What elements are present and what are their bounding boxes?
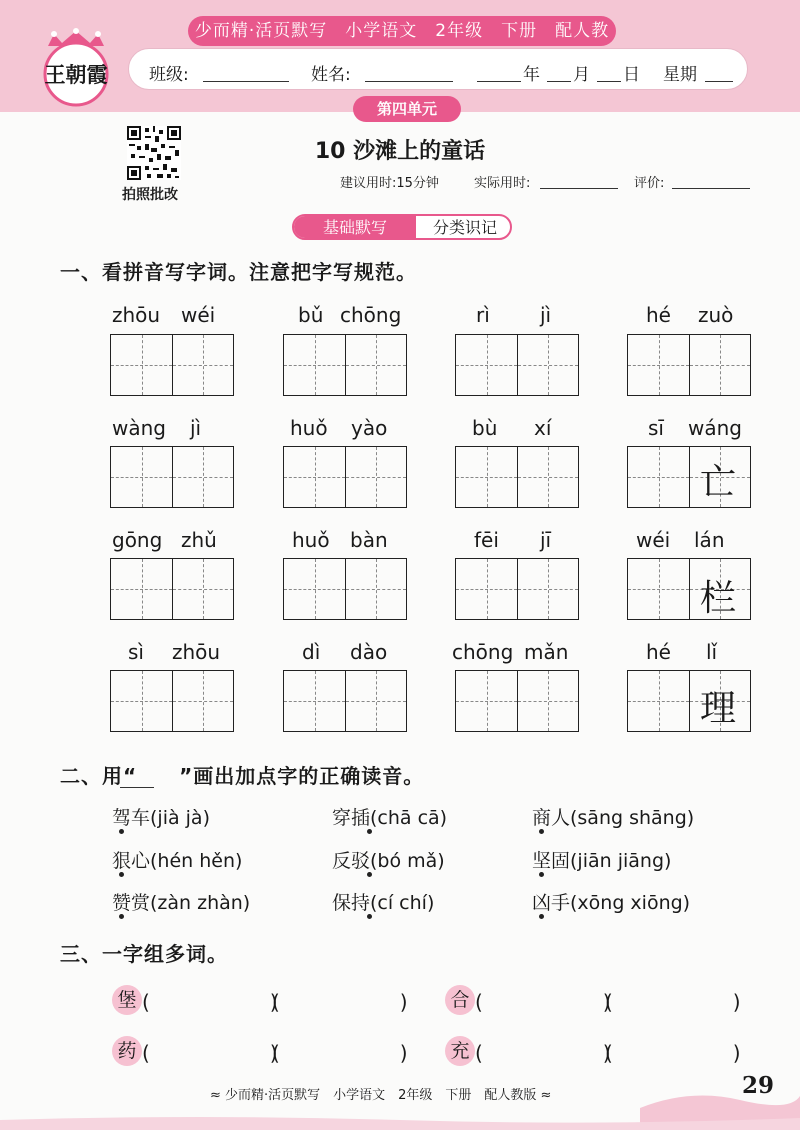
emphasis-dot <box>367 829 372 834</box>
year-blank <box>477 81 521 82</box>
reading-option[interactable]: 赞赏(zàn zhàn) <box>112 892 251 914</box>
pinyin-syllable: rì <box>476 303 490 327</box>
pinyin-syllable: huǒ <box>292 528 330 552</box>
answer-paren[interactable]: ( ) <box>272 990 408 1014</box>
emphasis-dot <box>539 914 544 919</box>
group-char: 充 <box>445 1036 475 1066</box>
week-label: 星期 <box>663 65 697 85</box>
unit-tab: 第四单元 <box>353 96 461 122</box>
answer-paren[interactable]: ( ) <box>142 1041 278 1065</box>
pinyin-syllable: wéi <box>181 303 216 327</box>
rating-blank <box>672 188 750 189</box>
pinyin-syllable: zhōu <box>172 640 221 664</box>
brand-logo <box>30 28 122 108</box>
pinyin-syllable: lǐ <box>706 640 718 664</box>
writing-grid[interactable] <box>455 446 579 508</box>
reading-option[interactable]: 坚固(jiān jiāng) <box>532 850 672 872</box>
writing-grid[interactable] <box>627 334 751 396</box>
student-info-bar <box>128 48 748 90</box>
writing-grid[interactable] <box>283 558 407 620</box>
pinyin-syllable: bǔ <box>298 303 324 327</box>
pinyin-syllable: zhǔ <box>181 528 217 552</box>
rating-label: 评价: <box>634 176 665 191</box>
answer-paren[interactable]: ( ) <box>272 1041 408 1065</box>
handwritten-answer: 理 <box>700 688 737 729</box>
pinyin-syllable: gōng <box>112 528 163 552</box>
logo-text: 王朝霞 <box>44 62 108 87</box>
pinyin-syllable: huǒ <box>290 416 328 440</box>
handwritten-answer: 栏 <box>700 578 737 619</box>
pinyin-syllable: zuò <box>698 303 734 327</box>
pinyin-syllable: zhōu <box>112 303 161 327</box>
part1-heading: 一、看拼音写字词。注意把字写规范。 <box>60 260 417 284</box>
lesson-title: 10 沙滩上的童话 <box>314 139 486 164</box>
pinyin-syllable: jī <box>540 528 552 552</box>
reading-option[interactable]: 狠心(hén hěn) <box>112 850 243 872</box>
emphasis-dot <box>367 914 372 919</box>
pinyin-syllable: bàn <box>350 528 388 552</box>
answer-paren[interactable]: ( ) <box>605 1041 741 1065</box>
emphasis-dot <box>367 872 372 877</box>
name-blank <box>365 81 453 82</box>
section-pill-right: 分类识记 <box>432 218 497 237</box>
year-label: 年 <box>523 65 540 85</box>
day-blank <box>597 81 621 82</box>
writing-grid[interactable] <box>110 670 234 732</box>
reading-option[interactable]: 反驳(bó mǎ) <box>332 850 445 872</box>
writing-grid[interactable] <box>455 558 579 620</box>
month-label: 月 <box>573 65 590 85</box>
writing-grid[interactable] <box>283 446 407 508</box>
actual-time-blank <box>540 188 618 189</box>
group-char: 合 <box>445 985 475 1015</box>
emphasis-dot <box>119 872 124 877</box>
name-label: 姓名: <box>311 65 351 85</box>
reading-option[interactable]: 驾车(jià jà) <box>112 807 210 829</box>
pinyin-syllable: wàng <box>112 416 166 440</box>
day-label: 日 <box>623 65 640 85</box>
week-blank <box>705 81 733 82</box>
month-blank <box>547 81 571 82</box>
section-pill <box>292 214 512 240</box>
series-ribbon: 少而精·活页默写 小学语文 2年级 下册 配人教 <box>188 16 616 46</box>
class-blank <box>203 81 289 82</box>
actual-time-label: 实际用时: <box>474 176 531 191</box>
reading-option[interactable]: 商人(sāng shāng) <box>532 807 695 829</box>
pinyin-syllable: lán <box>694 528 725 552</box>
pinyin-syllable: bù <box>472 416 498 440</box>
pinyin-syllable: mǎn <box>524 640 569 664</box>
pinyin-syllable: fēi <box>474 528 499 552</box>
answer-paren[interactable]: ( ) <box>605 990 741 1014</box>
reading-option[interactable]: 凶手(xōng xiōng) <box>532 892 691 914</box>
pinyin-syllable: yào <box>351 416 388 440</box>
pinyin-syllable: hé <box>646 303 671 327</box>
page-number: 29 <box>742 1072 775 1099</box>
writing-grid[interactable] <box>455 334 579 396</box>
emphasis-dot <box>539 829 544 834</box>
pinyin-syllable: sì <box>128 640 144 664</box>
pinyin-syllable: jì <box>190 416 202 440</box>
part3-heading: 三、一字组多词。 <box>60 942 228 966</box>
pinyin-syllable: dào <box>350 640 388 664</box>
reading-option[interactable]: 穿插(chā cā) <box>332 807 448 829</box>
answer-paren[interactable]: ( ) <box>142 990 278 1014</box>
pinyin-syllable: xí <box>534 416 552 440</box>
writing-grid[interactable] <box>283 670 407 732</box>
group-char: 堡 <box>112 985 142 1015</box>
emphasis-dot <box>119 914 124 919</box>
pinyin-syllable: chōng <box>340 303 402 327</box>
answer-paren[interactable]: ( ) <box>475 1041 611 1065</box>
suggested-time: 建议用时:15分钟 <box>340 176 439 191</box>
pinyin-syllable: dì <box>302 640 321 664</box>
part2-heading: 二、用“ ”画出加点字的正确读音。 <box>60 764 425 788</box>
writing-grid[interactable] <box>455 670 579 732</box>
answer-paren[interactable]: ( ) <box>475 990 611 1014</box>
writing-grid[interactable] <box>110 558 234 620</box>
pinyin-syllable: jì <box>540 303 552 327</box>
pinyin-syllable: wáng <box>688 416 742 440</box>
pinyin-syllable: hé <box>646 640 671 664</box>
section-pill-left: 基础默写 <box>294 216 416 240</box>
emphasis-dot <box>119 829 124 834</box>
footer-text: ≈ 少而精·活页默写 小学语文 2年级 下册 配人教版 ≈ <box>210 1088 552 1103</box>
pinyin-syllable: chōng <box>452 640 514 664</box>
class-label: 班级: <box>149 65 189 85</box>
qr-label: 拍照批改 <box>122 187 178 203</box>
pinyin-syllable: wéi <box>636 528 671 552</box>
reading-option[interactable]: 保持(cí chí) <box>332 892 435 914</box>
handwritten-answer: 亡 <box>700 462 737 503</box>
writing-grid[interactable] <box>110 446 234 508</box>
pinyin-syllable: sī <box>648 416 664 440</box>
group-char: 药 <box>112 1036 142 1066</box>
emphasis-dot <box>539 872 544 877</box>
writing-grid[interactable] <box>283 334 407 396</box>
writing-grid[interactable] <box>110 334 234 396</box>
marking-blank <box>120 762 154 788</box>
